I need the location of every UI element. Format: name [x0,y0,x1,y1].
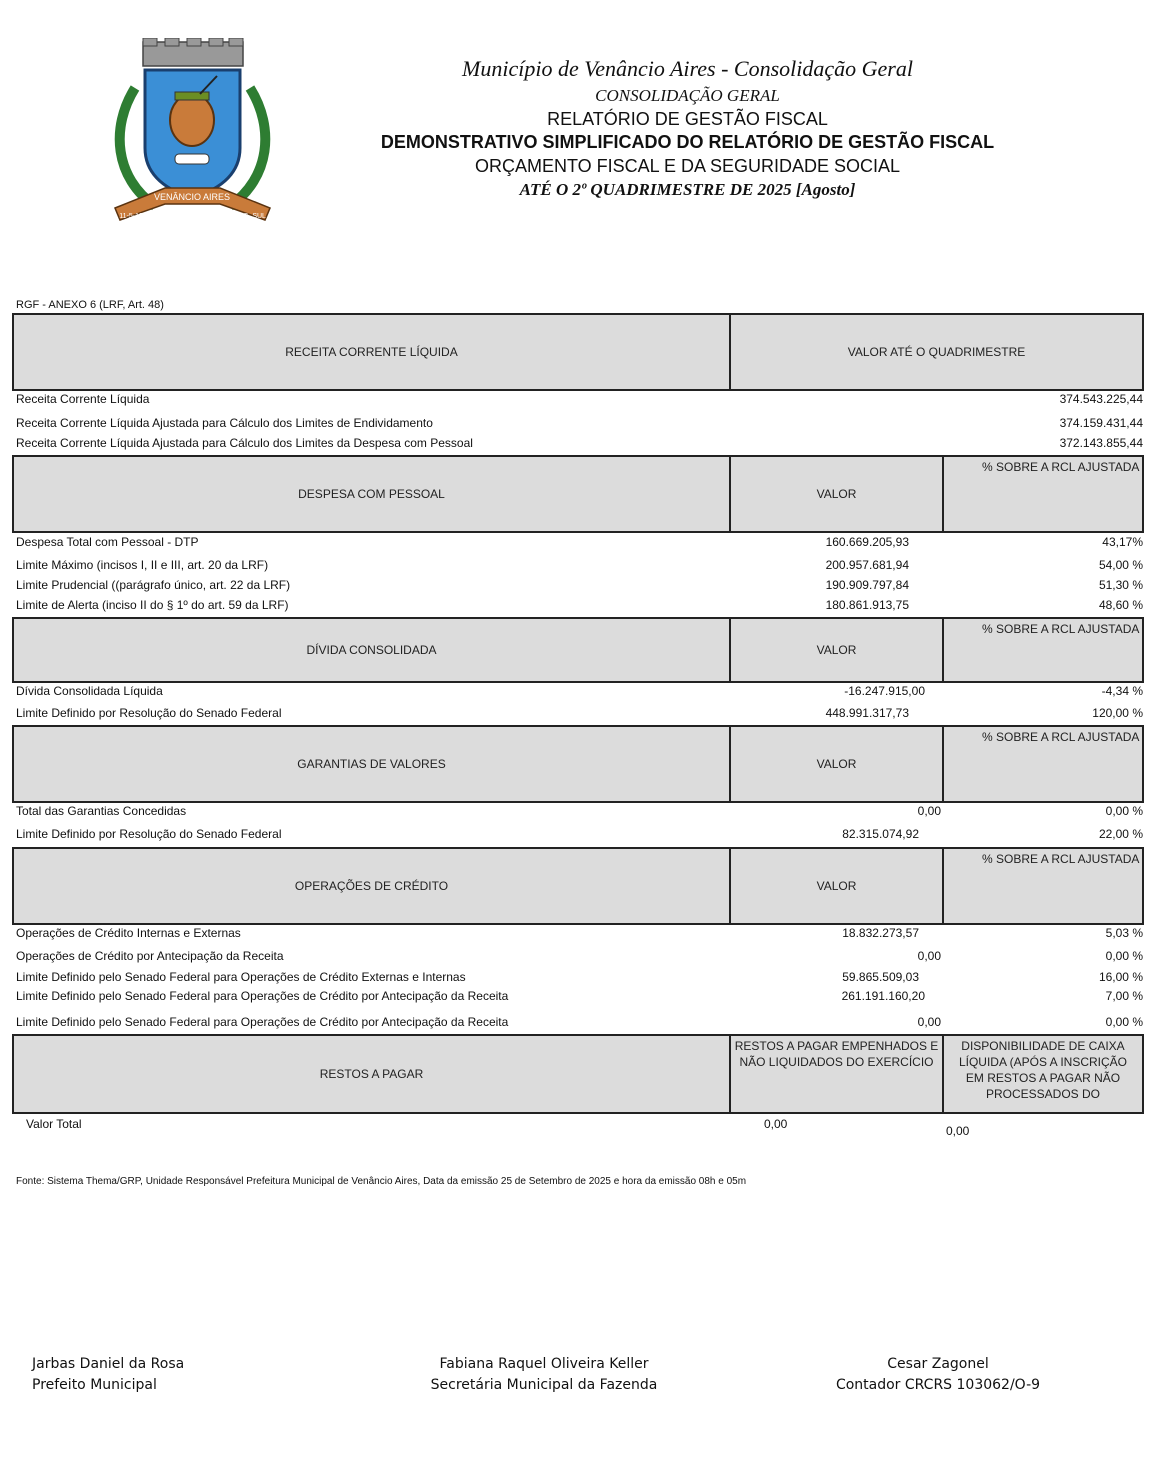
municipio-title: Município de Venâncio Aires - Consolidação Geral [462,56,913,81]
credito-row: Limite Definido pelo Senado Federal para Operações de Crédito Externas e Internas 59.865.509,03 16,00 % [16,970,1143,984]
rcl-row: Receita Corrente Líquida 374.543.225,44 [16,392,1143,406]
divida-header-pct: % SOBRE A RCL AJUSTADA [942,617,1144,683]
divida-row: Dívida Consolidada Líquida -16.247.915,00 -4,34 % [16,684,1143,698]
anexo-label: RGF - ANEXO 6 (LRF, Art. 48) [16,299,164,311]
pessoal-row: Limite Prudencial ((parágrafo único, art. 22 da LRF) 190.909.797,84 51,30 % [16,578,1143,592]
restos-header-label: RESTOS A PAGAR [12,1034,731,1114]
rcl-row: Receita Corrente Líquida Ajustada para Cálculo dos Limites da Despesa com Pessoal 372.143.855,44 [16,436,1143,450]
pessoal-header-label: DESPESA COM PESSOAL [12,455,731,533]
consolidacao-subtitle: CONSOLIDAÇÃO GERAL [595,86,780,105]
credito-row: Limite Definido pelo Senado Federal para Operações de Crédito por Antecipação da Receita 261.191.160,20 7,00 % [16,989,1143,1003]
signature-contador: Cesar Zagonel Contador CRCRS 103062/O-9 [835,1356,1041,1393]
garantias-header-value: VALOR [729,725,944,803]
garantias-header-pct: % SOBRE A RCL AJUSTADA [942,725,1144,803]
credito-header-value: VALOR [729,847,944,925]
credito-row: Operações de Crédito por Antecipação da Receita 0,00 0,00 % [16,949,1143,963]
pessoal-row: Limite Máximo (incisos I, II e III, art. 20 da LRF) 200.957.681,94 54,00 % [16,558,1143,572]
credito-row: Operações de Crédito Internas e Externas 18.832.273,57 5,03 % [16,926,1143,940]
logo-state-text: R. G. SUL [234,213,266,220]
rcl-header-label: RECEITA CORRENTE LÍQUIDA [12,313,731,391]
pessoal-row: Limite de Alerta (inciso II do § 1º do art. 59 da LRF) 180.861.913,75 48,60 % [16,598,1143,612]
pessoal-row: Despesa Total com Pessoal - DTP 160.669.205,93 43,17% [16,535,1143,549]
coat-of-arms-logo [105,38,280,223]
credito-header-label: OPERAÇÕES DE CRÉDITO [12,847,731,925]
rcl-header-value: VALOR ATÉ O QUADRIMESTRE [729,313,1144,391]
signature-secretaria: Fabiana Raquel Oliveira Keller Secretária Municipal da Fazenda [430,1356,658,1393]
garantias-header-label: GARANTIAS DE VALORES [12,725,731,803]
restos-row: Valor Total 0,00 0,00 [26,1117,970,1138]
garantias-row: Total das Garantias Concedidas 0,00 0,00 % [16,804,1143,818]
divida-header-label: DÍVIDA CONSOLIDADA [12,617,731,683]
pessoal-header-value: VALOR [729,455,944,533]
orcamento-title: ORÇAMENTO FISCAL E DA SEGURIDADE SOCIAL [474,156,901,176]
restos-header-pct: DISPONIBILIDADE DE CAIXA LÍQUIDA (APÓS A INSCRIÇÃO EM RESTOS A PAGAR NÃO PROCESSADOS DO [942,1034,1144,1114]
periodo-title: ATÉ O 2º QUADRIMESTRE DE 2025 [Agosto] [519,180,856,199]
credito-header-pct: % SOBRE A RCL AJUSTADA [942,847,1144,925]
garantias-row: Limite Definido por Resolução do Senado Federal 82.315.074,92 22,00 % [16,827,1143,841]
fonte-note: Fonte: Sistema Thema/GRP, Unidade Responsável Prefeitura Municipal de Venâncio Aires, Data da emissão 25 de Setembro de 2025 e hora da emissão 08h e 05m [16,1176,747,1187]
pessoal-header-pct: % SOBRE A RCL AJUSTADA [942,455,1144,533]
relatorio-title: RELATÓRIO DE GESTÃO FISCAL [547,109,828,129]
divida-row: Limite Definido por Resolução do Senado Federal 448.991.317,73 120,00 % [16,706,1143,720]
logo-name-text: VENÂNCIO AIRES [153,192,231,202]
restos-header-value: RESTOS A PAGAR EMPENHADOS E NÃO LIQUIDADOS DO EXERCÍCIO [729,1034,944,1114]
demonstrativo-title: DEMONSTRATIVO SIMPLIFICADO DO RELATÓRIO DE GESTÃO FISCAL [380,132,995,152]
logo-date-text: 11-5-1891 [119,213,151,220]
signature-prefeito: Jarbas Daniel da Rosa Prefeito Municipal [32,1356,185,1393]
credito-row: Limite Definido pelo Senado Federal para Operações de Crédito por Antecipação da Receita 0,00 0,00 % [16,1015,1143,1029]
divida-header-value: VALOR [729,617,944,683]
rcl-row: Receita Corrente Líquida Ajustada para Cálculo dos Limites de Endividamento 374.159.431,44 [16,416,1143,430]
